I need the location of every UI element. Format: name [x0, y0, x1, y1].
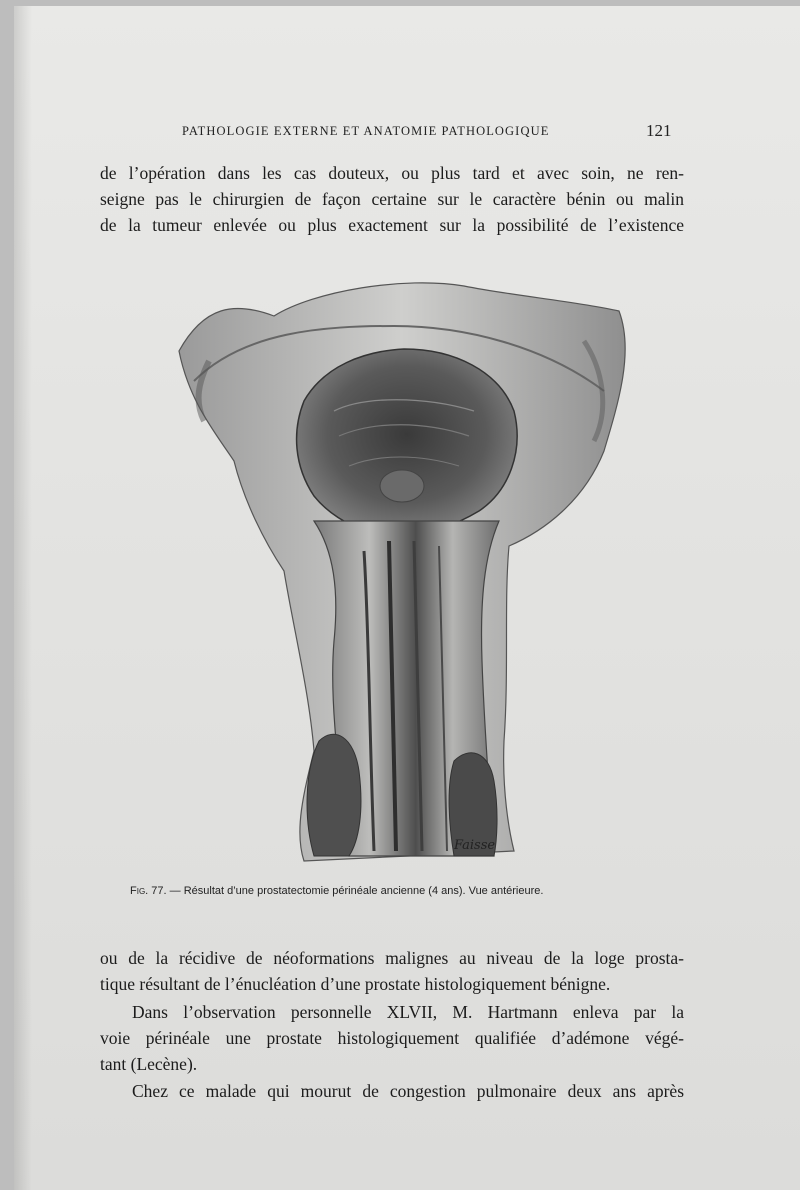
figure-label: Fig. 77.: [130, 885, 167, 897]
running-head: PATHOLOGIE EXTERNE ET ANATOMIE PATHOLOGIQUE: [182, 124, 550, 138]
text-line: voie périnéale une prostate histologiquement qualifiée d’adémone végé-: [100, 1028, 684, 1048]
text-line: Dans l’observation personnelle XLVII, M. Hartmann enleva par la: [132, 1002, 684, 1022]
book-page: [14, 6, 800, 1190]
bottom-paragraph: [100, 945, 684, 997]
page-number: 121: [646, 121, 672, 140]
text-line: ou de la récidive de néoformations malignes au niveau de la loge prosta-: [100, 948, 684, 968]
text-line: de l’opération dans les cas douteux, ou plus tard et avec soin, ne ren-: [100, 163, 684, 183]
artist-signature: Faisse: [454, 838, 496, 853]
text-line: seigne pas le chirurgien de façon certaine sur le caractère bénin ou malin: [100, 189, 684, 209]
page-edge-shadow: [14, 6, 32, 1190]
text-line: de la tumeur enlevée ou plus exactement sur la possibilité de l’existence: [100, 215, 684, 235]
paragraph-2: [100, 999, 684, 1077]
text-line: Chez ce malade qui mourut de congestion pulmonaire deux ans après: [132, 1081, 684, 1101]
figure-caption: [130, 885, 543, 897]
paragraph-3: [100, 1078, 684, 1104]
text-line: tant (Lecène).: [100, 1054, 198, 1074]
top-paragraph: [100, 160, 684, 238]
anatomical-illustration: [164, 271, 634, 876]
figure-caption-text: — Résultat d’une prostatectomie périnéale ancienne (4 ans). Vue antérieure.: [166, 885, 544, 897]
text-line: tique résultant de l’énucléation d’une prostate histologiquement bénigne.: [100, 974, 611, 994]
